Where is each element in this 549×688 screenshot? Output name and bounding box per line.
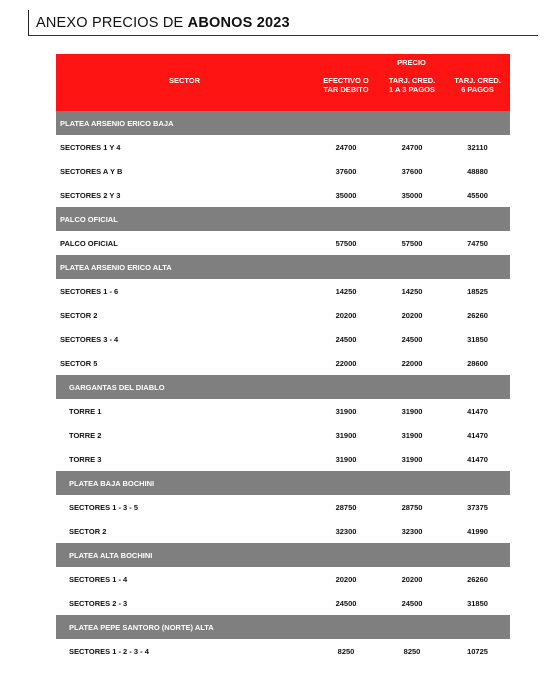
group-row <box>56 615 510 639</box>
price-tarj-1-3: 24500 <box>401 598 423 608</box>
sector-name: SECTORES 3 - 4 <box>60 334 119 344</box>
price-tarj-6: 32110 <box>467 142 488 152</box>
price-tarj-1-3: 31900 <box>401 454 423 464</box>
table-body <box>56 111 510 663</box>
sector-name: SECTOR 2 <box>60 310 98 320</box>
sector-name: SECTORES 1 - 3 - 5 <box>69 502 139 512</box>
group-name: PLATEA ARSENIO ERICO ALTA <box>56 255 510 279</box>
sector-name: PALCO OFICIAL <box>60 238 118 248</box>
header-tarj-1-3 <box>379 70 445 111</box>
header-precio: PRECIO <box>313 54 510 70</box>
table-row <box>56 639 510 663</box>
group-name: GARGANTAS DEL DIABLO <box>56 375 510 399</box>
header-tarj-6-line2: 6 PAGOS <box>461 85 494 94</box>
table-row <box>56 447 510 471</box>
price-tarj-6: 10725 <box>467 646 488 656</box>
price-tarj-6: 26260 <box>467 310 488 320</box>
header-tarj-6 <box>445 70 510 111</box>
price-efectivo: 20200 <box>335 310 357 320</box>
table-row <box>56 351 510 375</box>
price-tarj-1-3: 20200 <box>401 574 423 584</box>
table-row <box>56 399 510 423</box>
price-tarj-1-3: 24500 <box>401 334 423 344</box>
price-tarj-6: 31850 <box>467 598 488 608</box>
price-tarj-6: 41470 <box>467 406 488 416</box>
price-efectivo: 31900 <box>335 454 357 464</box>
price-tarj-1-3: 31900 <box>401 406 423 416</box>
price-tarj-6: 28600 <box>467 358 488 368</box>
table-row <box>56 423 510 447</box>
price-tarj-1-3: 35000 <box>401 190 423 200</box>
price-tarj-1-3: 8250 <box>403 646 421 656</box>
sector-name: SECTORES 1 - 4 <box>69 574 128 584</box>
price-tarj-6: 74750 <box>467 238 488 248</box>
header-tarj-1-3-line1: TARJ. CRED. <box>388 76 436 85</box>
price-tarj-1-3: 57500 <box>401 238 423 248</box>
sector-name: TORRE 2 <box>69 430 102 440</box>
price-tarj-6: 41990 <box>467 526 488 536</box>
group-row <box>56 207 510 231</box>
group-name: PALCO OFICIAL <box>56 207 510 231</box>
price-efectivo: 24700 <box>335 142 357 152</box>
sector-name: SECTOR 2 <box>69 526 107 536</box>
sector-name: TORRE 1 <box>69 406 102 416</box>
price-efectivo: 24500 <box>335 334 357 344</box>
sector-name: TORRE 3 <box>69 454 102 464</box>
title-regular: ANEXO PRECIOS DE <box>36 15 188 31</box>
price-table <box>56 54 510 663</box>
group-name: PLATEA ALTA BOCHINI <box>56 543 510 567</box>
table-row <box>56 591 510 615</box>
group-row <box>56 111 510 135</box>
header-efectivo-line1: EFECTIVO O <box>323 76 369 85</box>
table-row <box>56 231 510 255</box>
table-row <box>56 567 510 591</box>
price-efectivo: 14250 <box>335 286 357 296</box>
price-efectivo: 32300 <box>335 526 357 536</box>
group-row <box>56 543 510 567</box>
sector-name: SECTORES 2 Y 3 <box>60 190 121 200</box>
price-efectivo: 31900 <box>335 406 357 416</box>
price-tarj-6: 31850 <box>467 334 488 344</box>
price-tarj-6: 41470 <box>467 454 488 464</box>
group-name: PLATEA PEPE SANTORO (NORTE) ALTA <box>56 615 510 639</box>
price-efectivo: 22000 <box>335 358 357 368</box>
header-sector: SECTOR <box>56 54 313 111</box>
price-tarj-1-3: 22000 <box>401 358 423 368</box>
table-row <box>56 183 510 207</box>
sector-name: SECTORES A Y B <box>60 166 123 176</box>
header-tarj-6-line1: TARJ. CRED. <box>454 76 501 85</box>
price-efectivo: 31900 <box>335 430 357 440</box>
price-tarj-1-3: 32300 <box>401 526 423 536</box>
price-tarj-6: 48880 <box>467 166 488 176</box>
price-efectivo: 57500 <box>335 238 357 248</box>
table-row <box>56 303 510 327</box>
table-row <box>56 327 510 351</box>
table-row <box>56 279 510 303</box>
group-name: PLATEA BAJA BOCHINI <box>56 471 510 495</box>
price-efectivo: 24500 <box>335 598 357 608</box>
price-tarj-6: 26260 <box>467 574 488 584</box>
price-tarj-6: 45500 <box>467 190 488 200</box>
group-row <box>56 255 510 279</box>
document-title <box>28 10 538 36</box>
table-row <box>56 135 510 159</box>
price-tarj-1-3: 24700 <box>401 142 423 152</box>
header-row-top <box>56 54 510 70</box>
price-tarj-1-3: 20200 <box>401 310 423 320</box>
table-row <box>56 495 510 519</box>
sector-name: SECTORES 1 Y 4 <box>60 142 121 152</box>
price-efectivo: 35000 <box>335 190 357 200</box>
price-efectivo: 28750 <box>335 502 357 512</box>
sector-name: SECTOR 5 <box>60 358 98 368</box>
header-tarj-1-3-line2: 1 A 3 PAGOS <box>389 85 435 94</box>
price-tarj-6: 41470 <box>467 430 488 440</box>
price-tarj-1-3: 37600 <box>401 166 423 176</box>
price-efectivo: 8250 <box>337 646 355 656</box>
sector-name: SECTORES 1 - 6 <box>60 286 119 296</box>
price-tarj-1-3: 31900 <box>401 430 423 440</box>
group-row <box>56 471 510 495</box>
sector-name: SECTORES 2 - 3 <box>69 598 128 608</box>
header-efectivo <box>313 70 379 111</box>
price-tarj-1-3: 28750 <box>401 502 423 512</box>
price-efectivo: 37600 <box>335 166 357 176</box>
price-efectivo: 20200 <box>335 574 357 584</box>
price-tarj-6: 18525 <box>467 286 488 296</box>
group-row <box>56 375 510 399</box>
price-tarj-1-3: 14250 <box>401 286 423 296</box>
price-tarj-6: 37375 <box>467 502 488 512</box>
title-bold: ABONOS 2023 <box>187 15 290 31</box>
group-name: PLATEA ARSENIO ERICO BAJA <box>56 111 510 135</box>
table-row <box>56 519 510 543</box>
sector-name: SECTORES 1 - 2 - 3 - 4 <box>69 646 149 656</box>
header-efectivo-line2: TAR DEBITO <box>323 85 369 94</box>
table-row <box>56 159 510 183</box>
